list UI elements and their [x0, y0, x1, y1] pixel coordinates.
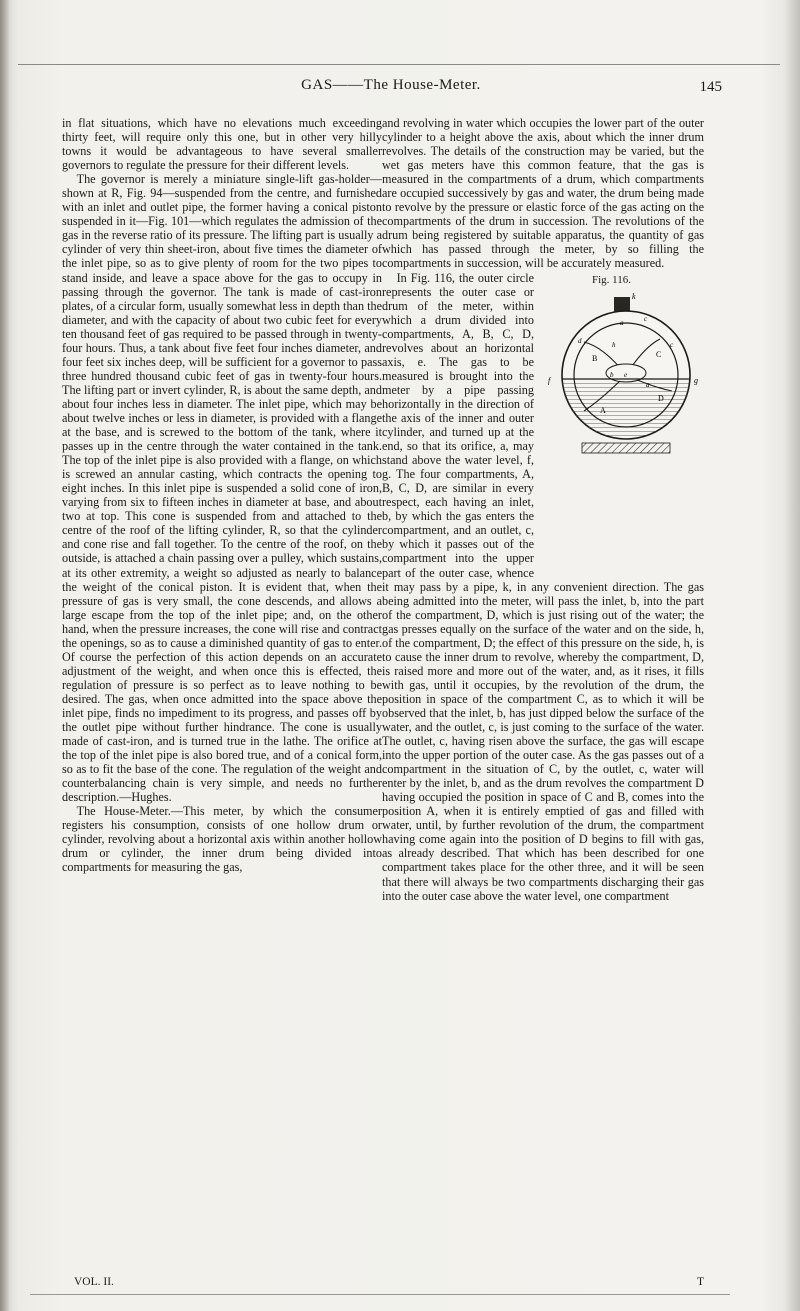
svg-text:C: C — [656, 349, 662, 359]
meter-base — [582, 443, 670, 453]
svg-text:k: k — [632, 291, 636, 301]
binding-shadow — [0, 0, 10, 1311]
paragraph: in flat situations, which have no elevations much exceeding thirty feet, will require only this one, but in other very hilly towns it would be advantageous to have several smaller governors to regulate the pressure for their different levels. — [62, 116, 382, 173]
svg-text:c: c — [670, 340, 674, 349]
bottom-rule — [30, 1294, 730, 1295]
svg-text:d: d — [578, 336, 582, 345]
svg-text:h: h — [612, 340, 616, 349]
paragraph: and revolving in water which occupies the lower part of the outer cylinder to a height above the axis, about which the inner drum revolves. The details of the construction may be varied, but the wet gas meters have this common feature, that the gas is measured in the compartments of a drum, which compartments are occupied successively by gas and water, the drum being made to revolve by the pressure or elastic force of the gas acting on the compartments of the drum in succession. The revolutions of the drum being registered by suitable apparatus, the quantity of gas which has passed through the meter, by so filling the compartments in succession, will be accurately measured. — [382, 116, 704, 271]
page-number: 145 — [699, 79, 722, 95]
figure-116 — [544, 273, 704, 565]
svg-text:a: a — [646, 380, 650, 389]
paragraph: The House-Meter.—This meter, by which the consumer registers his consumption, consists of one hollow drum or cylinder, revolving about a horizontal axis within another hollow drum or cylinder, the inner drum being divided into compartments for measuring the gas, — [62, 804, 382, 875]
paragraph: In Fig. 116, the outer circle represents the outer case or drum of the meter, within which a drum divided into compartments, A, B, C, D, revolves about an horizontal axis, e. The gas to be measured is brought into the meter by a pipe passing horizontally in the direction of the axis of the inner and outer cylinder, and turned up at the end, so that its orifice, a, may stand above the water level, f, g. The four compartments, A, B, C, D, are similar in every respect, each having an inlet, b, by which the gas enters the compartment, and an outlet, c, by which it passes out of the compartment into the upper part of the outer case, whence it may pass by a pipe, k, in any convenient direction. The gas being admitted into the meter, will pass the inlet, b, into the part of the compartment, D, which is just rising out of the water; the gas presses equally on the surface of the water and on the side, h, of the compartment, D; the effect of this pressure on the side, h, is to cause the inner drum to revolve, whereby the compartment, D, is raised more and more out of the water, and, as it rises, it fills with gas, until it occupies, by the revolution of the drum, the position in space of the compartment C, as to which it will be observed that the inlet, b, has just dipped below the surface of the water, and the outlet, c, is just coming to the surface of the water. The outlet, c, having risen above the surface, the gas will escape into the upper portion of the outer case. As the gas passes out of a compartment in the situation of C, by the outlet, c, water will enter by the inlet, b, and as the drum revolves the compartment D having occupied the position in space of C and B, comes into the position A, when it is entirely emptied of gas and filled with water, until, by further revolution of the drum, the compartment having come again into the position of D begins to fill with gas, as already described. That which has been described for one compartment takes place for the other three, and it will be seen that there will always be two compartments discharging their gas into the outer case above the water level, one compartment — [382, 270, 704, 903]
water-region — [560, 379, 692, 449]
svg-text:b: b — [610, 370, 614, 379]
left-column — [62, 116, 382, 875]
svg-text:B: B — [592, 353, 598, 363]
svg-text:e: e — [624, 370, 628, 379]
svg-text:D: D — [658, 393, 664, 403]
right-column — [382, 116, 704, 903]
paragraph: The governor is merely a miniature single-lift gas-holder—shown at R, Fig. 94—suspended from the centre, and furnished with an inlet and outlet pipe, the former having a conical piston suspended in it—Fig. 101—which regulates the admission of the gas in the reverse ratio of its pressure. The lifting part is usually a cylinder of very thin sheet-iron, about five times the diameter of the inlet pipe, so as to give plenty of room for the two pipes to stand inside, and leave a space above for the gas to occupy in passing through the governor. The tank is made of cast-iron plates, of a circular form, usually somewhat less in depth than the diameter, and with the capacity of about two cubic feet for every ten thousand feet of gas required to be passed through in twenty-four hours. Thus, a tank about five feet four inches diameter, and four feet six inches deep, will be sufficient for a governor to pass three hundred thousand cubic feet of gas in twenty-four hours. The lifting part or invert cylinder, R, is about the same depth, and about four inches less in diameter. The inlet pipe, which may be about twelve inches or less in diameter, is provided with a flange at the base, and is screwed to the bottom of the tank, where it passes up in the centre through the water contained in the tank. The top of the inlet pipe is also provided with a flange, on which is screwed an annular casting, which contracts the opening to eight inches. In this inlet pipe is suspended a solid cone of iron, varying from six to fifteen inches in diameter at base, and about two at top. This cone is suspended from and attached to the centre of the roof of the lifting cylinder, R, so that the cylinder and cone rise and fall together. To the centre of the roof, on the outside, is attached a chain passing over a pulley, which sustains, at its other extremity, a weight so adjusted as nearly to balance the weight of the conical piston. It is evident that, when the pressure of gas is very small, the cone descends, and allows a large escape from the top of the inlet pipe; and, on the other hand, when the pressure increases, the cone will rise and contract the openings, so as to cause a diminished quantity of gas to enter. Of course the perfection of this action depends on an accurate adjustment of the weight, and when once this is effected, the regulation of pressure is so perfect as to leave nothing to be desired. The gas, when once admitted into the space above the inlet pipe, finds no impediment to its progress, and passes off by the outlet pipe without further hindrance. The cone is usually made of cast-iron, and is turned true in the lathe. The orifice at the top of the inlet pipe is also bored true, and of a conical form, so as to fit the base of the cone. The regulation of the weight and counterbalancing chain is very simple, and needs no further description.—Hughes. — [62, 172, 382, 805]
volume-mark: VOL. II. — [74, 1276, 114, 1288]
svg-text:g: g — [694, 375, 698, 385]
svg-text:A: A — [600, 405, 606, 415]
top-rule — [18, 64, 780, 65]
svg-text:a: a — [620, 318, 624, 327]
figure-caption: Fig. 116. — [592, 273, 632, 286]
meter-diagram — [544, 287, 704, 465]
page-header — [60, 77, 722, 107]
signature-mark: T — [696, 1276, 704, 1288]
running-head: GAS——The House-Meter. — [301, 77, 481, 93]
page-edge-shadow — [784, 0, 800, 1311]
svg-text:f: f — [548, 375, 551, 385]
svg-text:c: c — [644, 314, 648, 323]
